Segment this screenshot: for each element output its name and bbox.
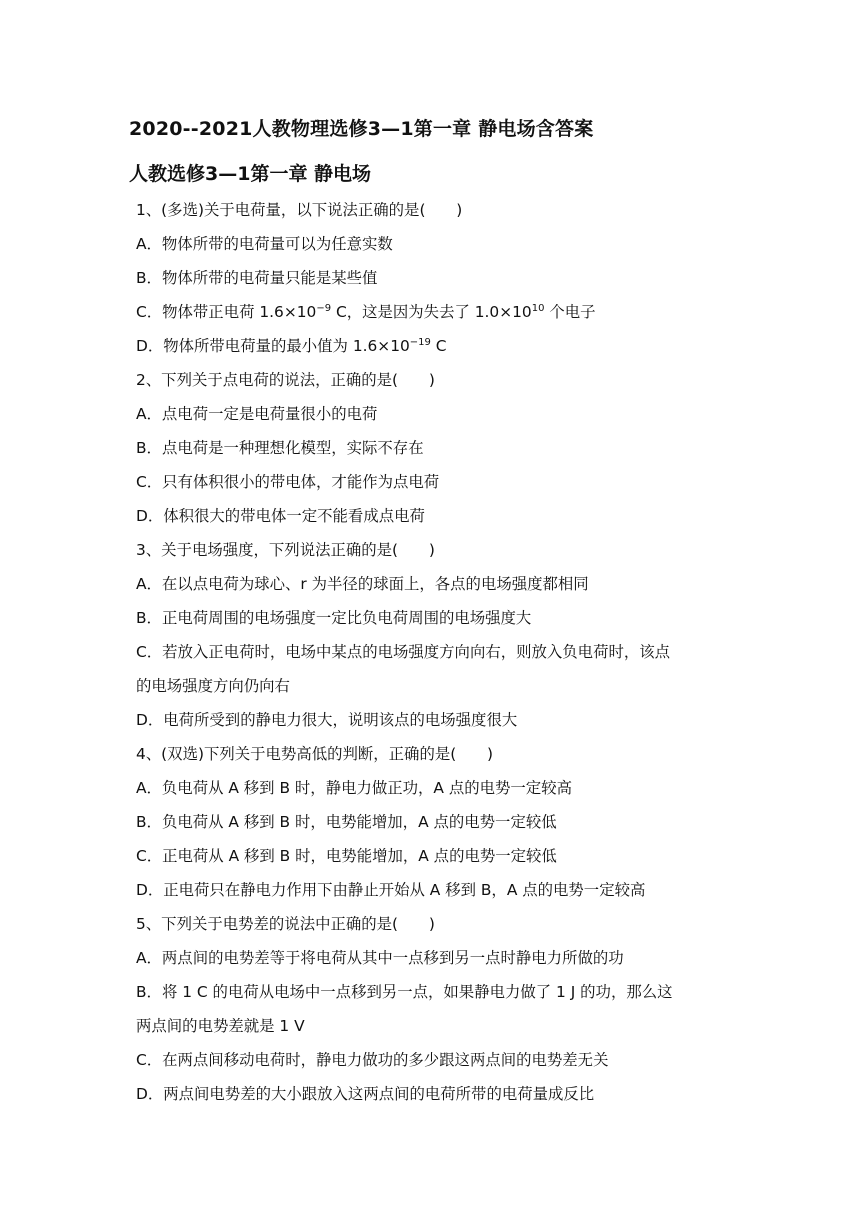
question-1-option-c-exponent-2: 10 [531,303,545,314]
question-1-option-c-exponent-1: −9 [316,303,332,314]
document-title: 2020--2021人教物理选修3—1第一章 静电场含答案 [129,118,594,140]
question-1-option-d-exponent: −19 [409,337,431,348]
question-3-option-c-line-1: C．若放入正电荷时，电场中某点的电场强度方向向右，则放入负电荷时，该点 [136,643,671,661]
question-5-option-c: C．在两点间移动电荷时，静电力做功的多少跟这两点间的电势差无关 [136,1051,609,1069]
question-1-option-c-part3: 个电子 [544,303,596,321]
question-4-option-b: B．负电荷从 A 移到 B 时，电势能增加，A 点的电势一定较低 [136,813,557,831]
question-3-option-b: B．正电荷周围的电场强度一定比负电荷周围的电场强度大 [136,609,532,627]
question-4-stem: 4、(双选)下列关于电势高低的判断，正确的是( ) [136,745,494,763]
question-5-option-b-line-2: 两点间的电势差就是 1 V [136,1017,305,1035]
question-2-option-c: C．只有体积很小的带电体，才能作为点电荷 [136,473,440,491]
section-heading: 人教选修3—1第一章 静电场 [129,163,372,185]
question-2-option-d: D．体积很大的带电体一定不能看成点电荷 [136,507,425,525]
question-1-option-d [136,329,736,363]
question-3-option-d: D．电荷所受到的静电力很大，说明该点的电场强度很大 [136,711,518,729]
question-5-option-d: D．两点间电势差的大小跟放入这两点间的电荷所带的电荷量成反比 [136,1085,595,1103]
question-4-option-d: D．正电荷只在静电力作用下由静止开始从 A 移到 B，A 点的电势一定较高 [136,881,646,899]
question-3-stem: 3、关于电场强度，下列说法正确的是( ) [136,541,435,559]
question-5-stem: 5、下列关于电势差的说法中正确的是( ) [136,915,435,933]
question-1-option-c-part1: C．物体带正电荷 1.6×10 [136,303,317,321]
question-1-stem: 1、(多选)关于电荷量，以下说法正确的是( ) [136,201,463,219]
question-1-option-c-part2: C，这是因为失去了 1.0×10 [331,303,532,321]
question-1-option-d-part2: C [430,337,447,355]
question-1-option-d-part1: D．物体所带电荷量的最小值为 1.6×10 [136,337,410,355]
question-1-option-c [136,295,736,329]
question-5-option-a: A．两点间的电势差等于将电荷从其中一点移到另一点时静电力所做的功 [136,949,624,967]
question-2-option-a: A．点电荷一定是电荷量很小的电荷 [136,405,378,423]
question-list [136,193,736,1111]
question-4-option-c: C．正电荷从 A 移到 B 时，电势能增加，A 点的电势一定较低 [136,847,557,865]
question-4-option-a: A．负电荷从 A 移到 B 时，静电力做正功，A 点的电势一定较高 [136,779,572,797]
question-1-option-a: A．物体所带的电荷量可以为任意实数 [136,235,393,253]
question-1-option-b: B．物体所带的电荷量只能是某些值 [136,269,378,287]
question-3-option-a: A．在以点电荷为球心、r 为半径的球面上，各点的电场强度都相同 [136,575,589,593]
question-2-option-b: B．点电荷是一种理想化模型，实际不存在 [136,439,424,457]
question-2-stem: 2、下列关于点电荷的说法，正确的是( ) [136,371,435,389]
question-5-option-b-line-1: B．将 1 C 的电荷从电场中一点移到另一点，如果静电力做了 1 J 的功，那么这 [136,983,673,1001]
question-3-option-c-line-2: 的电场强度方向仍向右 [136,677,290,695]
